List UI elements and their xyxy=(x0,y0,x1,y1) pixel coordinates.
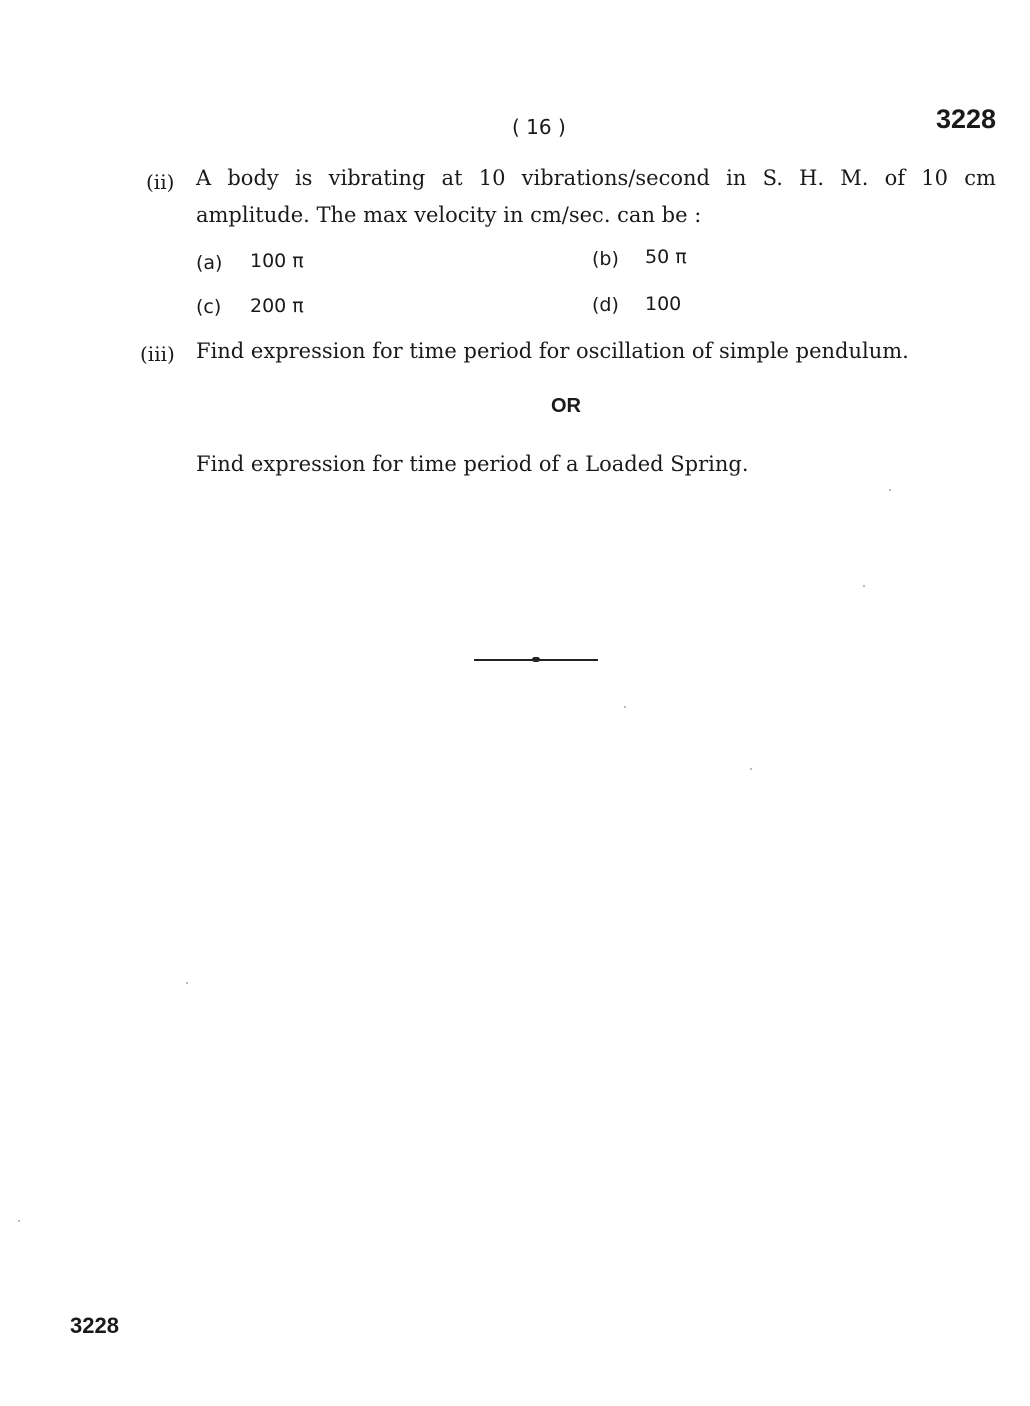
question-ii-text-line1 xyxy=(196,166,996,190)
word: body xyxy=(227,166,279,190)
word: of xyxy=(884,166,906,190)
word: at xyxy=(441,166,463,190)
scan-speck xyxy=(186,982,188,984)
word: H. xyxy=(799,166,825,190)
word: cm xyxy=(964,166,996,190)
page-number: ( 16 ) xyxy=(512,115,566,139)
or-separator: OR xyxy=(551,395,581,417)
option-b-value: 50 π xyxy=(645,246,687,268)
word: 10 xyxy=(921,166,949,190)
paper-code-top: 3228 xyxy=(936,104,997,134)
word: S. xyxy=(762,166,783,190)
word: A xyxy=(196,166,212,190)
option-a-label: (a) xyxy=(196,252,223,274)
option-c-label: (c) xyxy=(196,296,222,318)
word: 10 xyxy=(478,166,506,190)
question-label-iii: (iii) xyxy=(140,342,175,366)
paper-code-bottom: 3228 xyxy=(70,1313,119,1338)
option-a-value: 100 π xyxy=(250,250,304,272)
word: M. xyxy=(840,166,869,190)
word: vibrations/second xyxy=(521,166,710,190)
scan-speck xyxy=(889,489,891,491)
scan-speck xyxy=(18,1220,20,1222)
question-label-ii: (ii) xyxy=(146,170,175,194)
scan-speck xyxy=(750,768,752,770)
word: is xyxy=(294,166,313,190)
scan-speck xyxy=(863,585,865,587)
option-c-value: 200 π xyxy=(250,295,304,317)
option-d-label: (d) xyxy=(592,294,619,316)
word: in xyxy=(726,166,747,190)
option-d-value: 100 xyxy=(645,293,682,315)
question-ii-text-line2: amplitude. The max velocity in cm/sec. can be : xyxy=(196,203,702,227)
word: vibrating xyxy=(328,166,426,190)
option-b-label: (b) xyxy=(592,248,619,270)
question-iii-alt-text: Find expression for time period of a Loaded Spring. xyxy=(196,452,749,476)
question-iii-text: Find expression for time period for oscillation of simple pendulum. xyxy=(196,339,909,363)
scan-speck xyxy=(624,706,626,708)
end-divider-ornament xyxy=(532,657,540,662)
